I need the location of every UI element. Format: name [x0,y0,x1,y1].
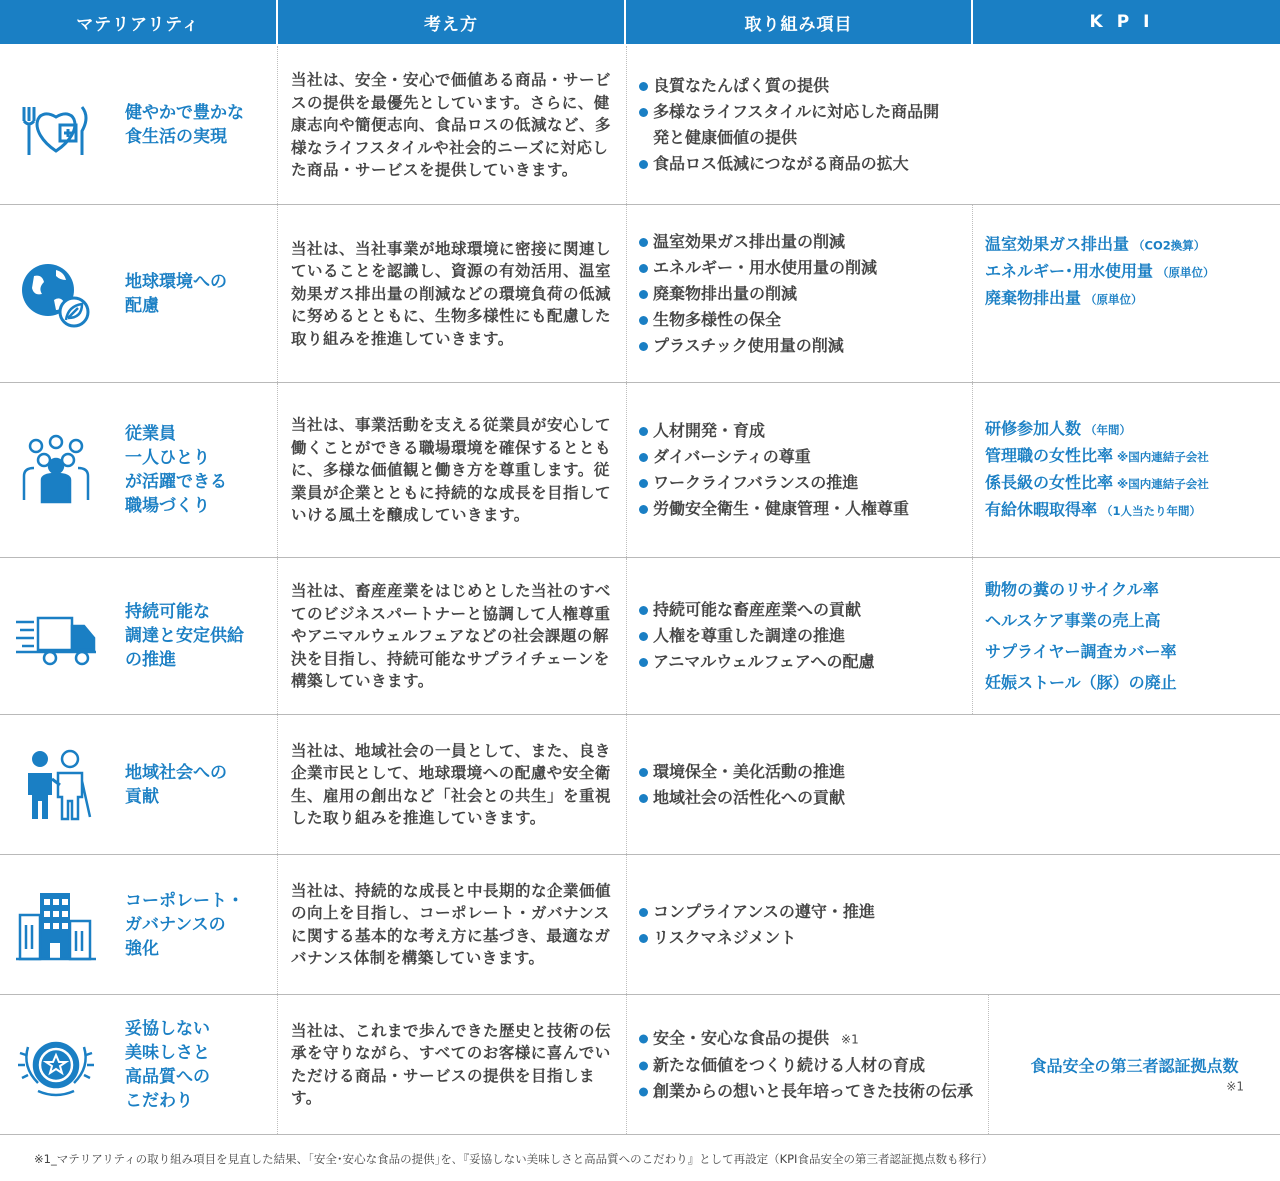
action-item: 環境保全・美化活動の推進 [639,759,1274,785]
approach-text: 当社は、持続的な成長と中長期的な企業価値の向上を目指し、コーポレート・ガバナンスに関する基本的な考え方に基づき、最適なガバナンス体制を構築していきます。 [291,881,612,967]
approach-text: 当社は、安全・安心で価値ある商品・サービスの提供を最優先としています。さらに、健康志向や簡便志向、食品ロスの低減など、多様なライフスタイルや社会的ニーズに対応した商品・サービスを提供していきます。 [291,70,612,179]
action-item: ワークライフバランスの推進 [639,470,966,496]
action-item: プラスチック使用量の削減 [639,333,966,359]
kpi-item: 有給休暇取得率 （1人当たり年間） [985,500,1202,519]
action-item: 新たな価値をつくり続ける人材の育成 [639,1052,982,1078]
actions-cell [626,558,972,714]
actions-cell [626,205,972,382]
kpi-list [985,232,1274,313]
heart-fork-knife-icon [16,85,96,165]
actions-cell [626,715,1280,854]
kpi-item: ヘルスケア事業の売上高 [985,611,1161,630]
actions-list [639,229,966,359]
action-item: 持続可能な畜産産業への貢献 [639,597,966,623]
action-item: 廃棄物排出量の削減 [639,281,966,307]
materiality-title: 妥協しない 美味しさと 高品質への こだわり [125,1018,210,1111]
kpi-item: 係長級の女性比率 ※国内連結子会社 [985,473,1209,492]
actions-list [639,1025,982,1104]
globe-leaf-icon [16,254,96,334]
actions-list [639,899,1274,951]
approach-text: 当社は、事業活動を支える従業員が安心して働くことができる職場環境を確保するとともに、多様な価値観と働き方を尊重します。従業員が企業とともに持続的な成長を目指していける風土を醸成していきます。 [291,415,612,524]
approach-cell [277,855,626,994]
table-row [0,715,1280,855]
approach-cell [277,46,626,204]
kpi-note: ※1 [1226,1079,1244,1093]
table-row [0,855,1280,995]
kpi-cell [988,995,1280,1134]
approach-cell [277,205,626,382]
materiality-cell [0,715,277,854]
materiality-cell [0,46,277,204]
materiality-cell [0,558,277,714]
action-item: 食品ロス低減につながる商品の拡大 [639,151,1274,177]
materiality-cell [0,383,277,557]
action-item: 労働安全衛生・健康管理・人権尊重 [639,496,966,522]
approach-text: 当社は、地域社会の一員として、また、良き企業市民として、地球環境への配慮や安全衛生、雇用の創出など「社会との共生」を重視した取り組みを推進していきます。 [291,741,612,827]
kpi-item: 動物の糞のリサイクル率 [985,580,1159,599]
approach-cell [277,995,626,1134]
actions-cell [626,995,988,1134]
kpi-item: 温室効果ガス排出量 （CO2換算） [985,234,1206,254]
laurel-star-medal-icon [16,1025,96,1105]
kpi-cell [972,558,1280,714]
kpi-cell [972,205,1280,382]
action-item: コンプライアンスの遵守・推進 [639,899,1274,925]
action-item: 生物多様性の保全 [639,307,966,333]
actions-list [639,418,966,522]
table-row [0,558,1280,715]
approach-text: 当社は、畜産産業をはじめとした当社のすべてのビジネスパートナーと協調して人権尊重やアニマルウェルフェアなどの社会課題の解決を目指し、持続可能なサプライチェーンを構築していきます。 [291,581,611,690]
materiality-cell [0,995,277,1134]
kpi-list [985,574,1274,698]
action-item: アニマルウェルフェアへの配慮 [639,649,966,675]
table-row [0,46,1280,205]
kpi-item: 研修参加人数 （年間） [985,419,1132,438]
action-item: 創業からの想いと長年培ってきた技術の伝承 [639,1078,982,1104]
action-item: 地域社会の活性化への貢献 [639,785,1274,811]
table-row [0,995,1280,1135]
materiality-title: 地球環境への 配慮 [125,271,227,316]
actions-list [639,597,966,675]
action-item: 人権を尊重した調達の推進 [639,623,966,649]
actions-cell [626,855,1280,994]
kpi-item: 妊娠ストール（豚）の廃止 [985,673,1177,692]
materiality-title: 持続可能な 調達と安定供給 の推進 [125,602,244,670]
delivery-truck-icon [16,596,96,676]
kpi-list [985,416,1274,524]
approach-text: 当社は、当社事業が地球環境に密接に関連していることを認識し、資源の有効活用、温室効果ガス排出量の削減などの環境負荷の低減に努めるとともに、生物多様性にも配慮した取り組みを推進していきます。 [291,239,612,348]
office-building-icon [16,885,96,965]
kpi-item: 食品安全の第三者認証拠点数 [1030,1056,1239,1075]
approach-cell [277,558,626,714]
materiality-title: 従業員 一人ひとり が活躍できる 職場づくり [125,424,227,516]
community-people-icon [16,745,96,825]
approach-text: 当社は、これまで歩んできた歴史と技術の伝承を守りながら、すべてのお客様に喜んでいただける商品・サービスの提供を目指します。 [291,1021,612,1107]
action-item: 良質なたんぱく質の提供 [639,73,1274,99]
materiality-title: コーポレート・ ガバナンスの 強化 [125,890,244,959]
people-group-icon [16,430,96,510]
action-note: ※1 [841,1032,859,1046]
action-item: リスクマネジメント [639,925,1274,951]
action-item: エネルギー・用水使用量の削減 [639,255,966,281]
header-materiality: マテリアリティ [0,0,276,44]
actions-list [639,73,1274,177]
kpi-item: 管理職の女性比率 ※国内連結子会社 [985,446,1209,465]
actions-cell [626,383,972,557]
action-item: 安全・安心な食品の提供 ※1 [639,1025,982,1052]
approach-cell [277,383,626,557]
kpi-single [989,1053,1280,1093]
materiality-title: 地域社会への 貢献 [125,762,227,807]
header-actions: 取り組み項目 [626,0,971,44]
kpi-item: サプライヤー調査カバー率 [985,642,1177,661]
actions-list [639,759,1274,811]
action-item: ダイバーシティの尊重 [639,444,966,470]
actions-cell [626,46,1280,204]
kpi-cell [972,383,1280,557]
materiality-cell [0,205,277,382]
kpi-item: 廃棄物排出量 （原単位） [985,288,1143,308]
kpi-item: エネルギー･用水使用量 （原単位） [985,261,1215,281]
materiality-title: 健やかで豊かな 食生活の実現 [125,103,244,147]
approach-cell [277,715,626,854]
header-approach: 考え方 [278,0,624,44]
action-item: 人材開発・育成 [639,418,966,444]
action-item: 多様なライフスタイルに対応した商品開発と健康価値の提供 [639,99,949,151]
table-row [0,383,1280,558]
action-item: 温室効果ガス排出量の削減 [639,229,966,255]
header-kpi: KPI [973,0,1280,44]
table-row [0,205,1280,383]
materiality-cell [0,855,277,994]
footnote: ※1_マテリアリティの取り組み項目を見直した結果、｢安全･安心な食品の提供｣を､『妥協しない美味しさと高品質へのこだわり』として再設定（KPI食品安全の第三者認証拠点数も移行） [34,1152,993,1166]
